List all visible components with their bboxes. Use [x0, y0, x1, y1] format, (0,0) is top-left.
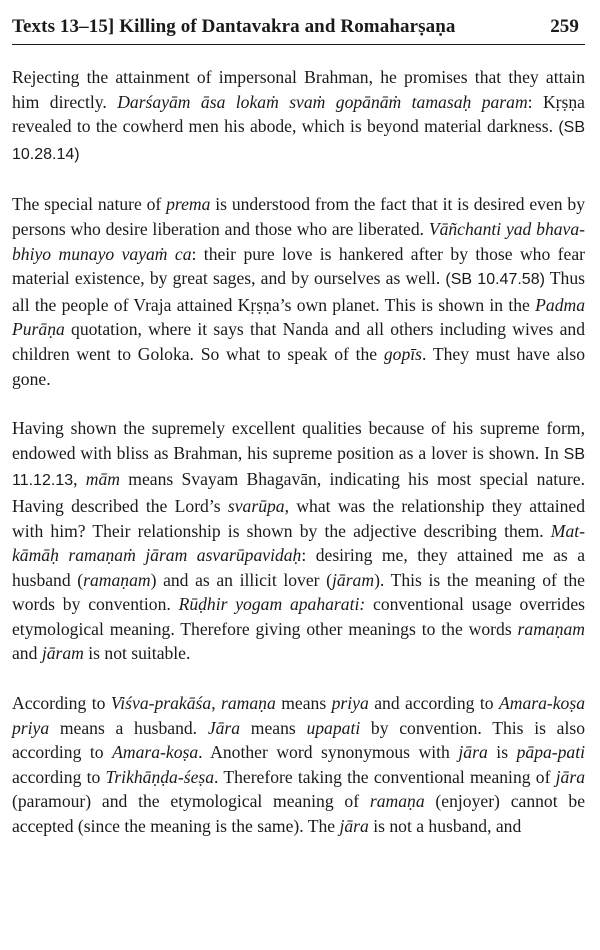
italic-term: Amara-koṣa priya	[12, 693, 586, 738]
scripture-reference: SB 11.12.13	[12, 445, 585, 490]
text-run: , what was the relationship they attained with him? Their relationship is shown by the adjective describing them.	[12, 495, 585, 541]
scripture-reference: (SB 10.28.14)	[12, 119, 585, 163]
header-rule	[12, 44, 585, 45]
text-run: means	[275, 693, 332, 714]
italic-term: ramaṇam	[83, 569, 151, 590]
text-run: (enjoyer) cannot be accepted (since the meaning is the same). The	[12, 791, 585, 837]
running-head-left	[12, 14, 455, 40]
italic-term: pāpa-pati	[516, 742, 586, 763]
italic-term: Mat-kāmāḥ ramaṇaṁ jāram asvarūpavidaḥ	[12, 520, 585, 566]
text-run: is not a husband, and	[368, 816, 522, 837]
text-run: ) and as an illicit lover (	[150, 569, 333, 590]
italic-term: Vāñchanti yad bhava-bhiyo munayo vayaṁ ca	[12, 218, 585, 264]
italic-term: jāram	[332, 569, 375, 590]
text-run: by convention. This is also according to	[12, 717, 586, 763]
paragraph	[12, 416, 585, 666]
text-run: The special nature of	[12, 194, 167, 215]
italic-term: jāra	[339, 816, 369, 837]
italic-term: jāra	[555, 766, 586, 787]
italic-term: ramaṇa	[369, 791, 425, 812]
text-run: . They must have also gone.	[12, 343, 586, 389]
text-run: Rejecting the attainment of impersonal Brahman, he promises that they attain him directly.	[12, 67, 585, 112]
text-run: and according to	[368, 693, 499, 714]
text-run: : Kṛṣṇa revealed to the cowherd men his abode, which is beyond material darkness.	[12, 91, 585, 137]
text-run: is	[487, 742, 517, 763]
running-head	[12, 14, 585, 40]
italic-term: mām	[85, 469, 120, 490]
italic-term: Viśva-prakāśa	[110, 693, 212, 714]
italic-term: upapati	[306, 717, 361, 738]
section-reference: Texts 13–15]	[12, 16, 115, 37]
italic-term: Jāra	[207, 717, 241, 738]
text-run: . Therefore taking the conventional meaning of	[214, 766, 556, 787]
italic-term: jāra	[458, 742, 488, 763]
scripture-reference: (SB 10.47.58)	[445, 271, 545, 289]
text-run: ,	[73, 469, 86, 490]
italic-term: svarūpa	[227, 495, 285, 516]
text-run: means a husband.	[49, 717, 208, 738]
italic-term: Padma Purāṇa	[12, 294, 585, 340]
italic-term: priya	[331, 693, 369, 714]
italic-term: Trikhāṇḍa-śeṣa	[105, 766, 215, 787]
italic-term: gopīs	[383, 343, 423, 364]
text-run: ). This is the meaning of the words by convention.	[12, 569, 585, 615]
text-run: is not suitable.	[83, 643, 191, 664]
text-run: (paramour) and the etymological meaning of	[12, 791, 370, 812]
italic-term: ramaṇa	[221, 693, 276, 714]
text-run: ,	[211, 693, 222, 714]
text-run: According to	[12, 693, 111, 714]
text-run: . Another word synonymous with	[198, 742, 459, 763]
text-run: quotation, where it says that Nanda and all others including wives and children went to Goloka. So what to speak of the	[12, 319, 585, 364]
body-text	[12, 65, 585, 839]
italic-term: Rūḍhir yogam apaharati:	[178, 594, 366, 615]
text-run: means	[240, 717, 307, 738]
italic-term: Darśayām āsa lokaṁ svaṁ gopānāṁ tamasaḥ param	[117, 91, 528, 112]
text-run: : desiring me, they attained me as a husband (	[12, 545, 586, 590]
text-run: conventional usage overrides etymological meaning. Therefore giving other meanings to the words	[12, 594, 586, 639]
text-run: Having shown the supremely excellent qualities because of his supreme form, endowed with bliss as Brahman, his supreme position as a lover is shown. In	[12, 418, 585, 463]
italic-term: jāram	[41, 643, 84, 664]
paragraph	[12, 65, 585, 167]
text-run: means Svayam Bhagavān, indicating his most special nature. Having described the Lord’s	[12, 469, 585, 516]
italic-term: Amara-koṣa	[112, 742, 199, 763]
text-run: and	[12, 643, 42, 664]
text-run: according to	[12, 766, 106, 787]
text-run: is understood from the fact that it is desired even by persons who desire liberation and those who are liberated.	[12, 194, 585, 239]
text-run: : their pure love is hankered after by those who fear material existence, by great sages, and by ourselves as well.	[12, 243, 585, 289]
page-number: 259	[550, 16, 579, 37]
paragraph	[12, 192, 585, 391]
text-run: Thus all the people of Vraja attained Kṛṣṇa’s own planet. This is shown in the	[12, 268, 585, 315]
italic-term: ramaṇam	[517, 618, 585, 639]
paragraph	[12, 691, 585, 839]
italic-term: prema	[166, 194, 211, 215]
chapter-title: Killing of Dantavakra and Romaharṣaṇa	[119, 16, 456, 37]
